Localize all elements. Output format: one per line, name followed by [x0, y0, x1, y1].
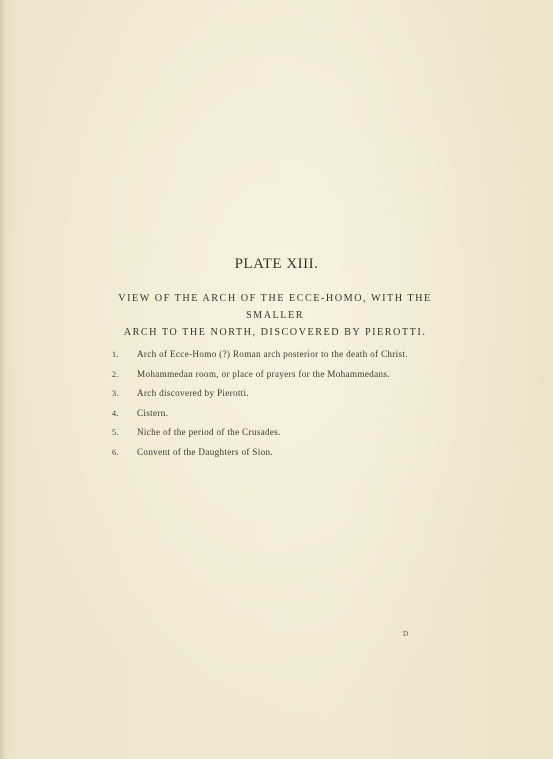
legend-item [112, 427, 442, 447]
legend-item-number: 5. [112, 428, 119, 438]
page-fold-shadow [0, 0, 6, 759]
plate-subtitle-line-2: ARCH TO THE NORTH, DISCOVERED BY PIEROTTI. [123, 327, 427, 338]
plate-subtitle-line-1: VIEW OF THE ARCH OF THE ECCE-HOMO, WITH THE SMALLER [118, 293, 432, 321]
plate-title: PLATE XIII. [234, 256, 319, 272]
legend-item [112, 369, 442, 389]
legend-item [112, 349, 442, 369]
printer-signature-mark: D [403, 630, 409, 638]
legend-item-number: 6. [112, 447, 119, 457]
legend-item-text: Cistern. [137, 407, 169, 418]
legend-item-number: 3. [112, 389, 119, 399]
legend-item [112, 447, 442, 467]
legend-item [112, 408, 442, 428]
plate-legend-list [112, 349, 442, 467]
legend-item-text: Arch of Ecce-Homo (?) Roman arch posterior to the death of Christ. [137, 349, 408, 359]
legend-item-number: 4. [112, 408, 119, 418]
legend-item-text: Mohammedan room, or place of prayers for the Mohammedans. [137, 368, 390, 379]
plate-subtitle [90, 290, 460, 341]
legend-item-number: 2. [112, 369, 119, 379]
legend-item-text: Convent of the Daughters of Sion. [137, 446, 273, 457]
legend-item-text: Arch discovered by Pierotti. [137, 388, 249, 399]
legend-item-text: Niche of the period of the Crusades. [137, 427, 281, 438]
legend-item [112, 388, 442, 408]
legend-item-number: 1. [112, 350, 119, 359]
